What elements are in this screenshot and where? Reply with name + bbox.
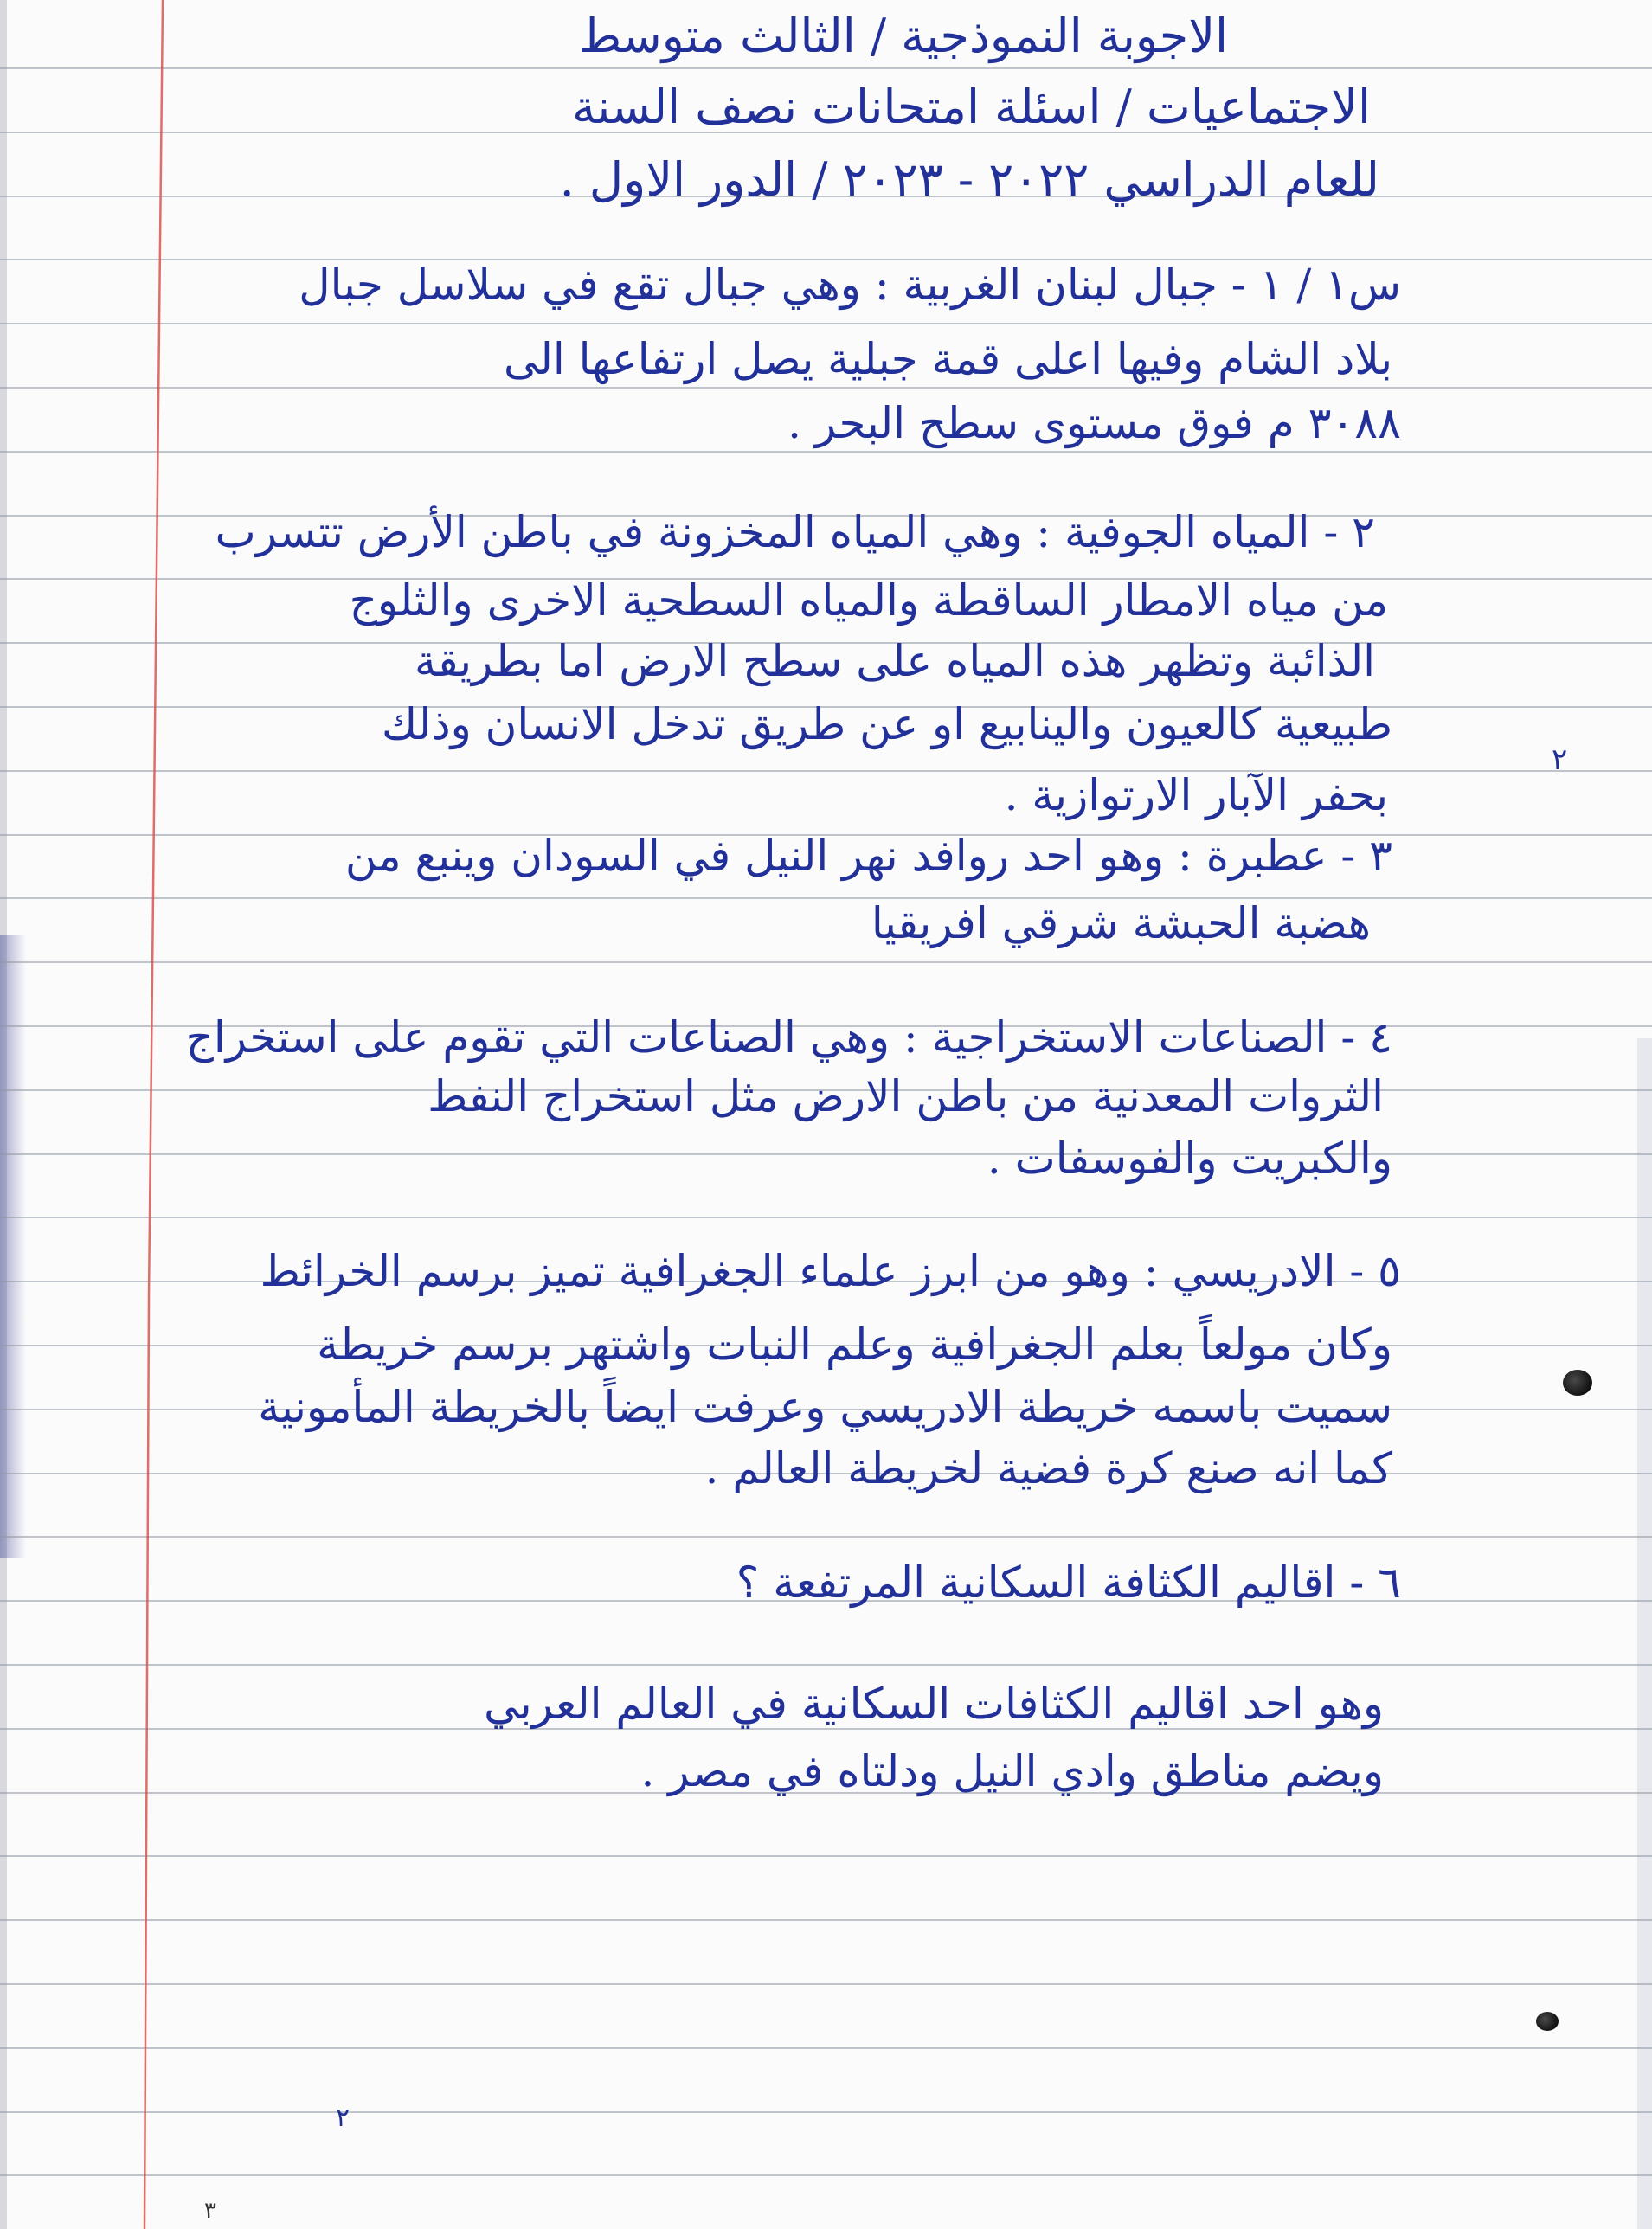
header-line-2: الاجتماعيات / اسئلة امتحانات نصف السنة xyxy=(572,80,1371,134)
answer-4-line-1: ٤ - الصناعات الاستخراجية : وهي الصناعات التي تقوم على استخراج xyxy=(185,1012,1392,1063)
answer-3-line-1: ٣ - عطبرة : وهو احد روافد نهر النيل في السودان وينبع من xyxy=(344,831,1392,881)
margin-mark: ٣ xyxy=(204,2198,216,2224)
answer-5-line-2: وكان مولعاً بعلم الجغرافية وعلم النبات واشتهر برسم خريطة xyxy=(317,1320,1392,1370)
answer-2-line-3: الذائبة وتظهر هذه المياه على سطح الارض اما بطريقة xyxy=(415,636,1375,686)
answer-2-line-1: ٢ - المياه الجوفية : وهي المياه المخزونة في باطن الأرض تتسرب xyxy=(215,507,1375,557)
answer-2-line-4: طبيعية كالعيون والينابيع او عن طريق تدخل الانسان وذلك xyxy=(382,699,1392,749)
answer-4-line-2: الثروات المعدنية من باطن الارض مثل استخراج النفط xyxy=(427,1071,1384,1121)
margin-mark: ٢ xyxy=(336,2103,350,2133)
answer-6-question: ٦ - اقاليم الكثافة السكانية المرتفعة ؟ xyxy=(736,1558,1401,1608)
answer-2-line-2: من مياه الامطار الساقطة والمياه السطحية الاخرى والثلوج xyxy=(349,575,1388,626)
answer-3-line-2: هضبة الحبشة شرقي افريقيا xyxy=(871,898,1371,948)
answer-6-line-2: ويضم مناطق وادي النيل ودلتاه في مصر . xyxy=(640,1746,1384,1796)
answer-5-line-1: ٥ - الادريسي : وهو من ابرز علماء الجغرافية تميز برسم الخرائط xyxy=(260,1246,1401,1296)
answer-1-line-1: س١ / ١ - جبال لبنان الغربية : وهي جبال تقع في سلاسل جبال xyxy=(299,260,1401,310)
answer-4-line-3: والكبريت والفوسفات . xyxy=(987,1134,1392,1184)
answer-1-line-2: بلاد الشام وفيها اعلى قمة جبلية يصل ارتفاعها الى xyxy=(503,334,1392,384)
margin-mark: ٢ xyxy=(1552,742,1568,777)
binder-hole xyxy=(1563,1370,1592,1396)
answer-1-line-3: ٣٠٨٨ م فوق مستوى سطح البحر . xyxy=(787,398,1401,448)
header-line-1: الاجوبة النموذجية / الثالث متوسط xyxy=(578,9,1228,63)
binder-hole xyxy=(1536,2012,1559,2031)
answer-2-line-5: بحفر الآبار الارتوازية . xyxy=(1004,770,1388,820)
answer-5-line-3: سميت باسمه خريطة الادريسي وعرفت ايضاً بالخريطة المأمونية xyxy=(258,1382,1392,1432)
answer-5-line-4: كما انه صنع كرة فضية لخريطة العالم . xyxy=(704,1443,1392,1493)
header-line-3: للعام الدراسي ٢٠٢٢ - ٢٠٢٣ / الدور الاول . xyxy=(559,152,1379,207)
answer-6-line-1: وهو احد اقاليم الكثافات السكانية في العالم العربي xyxy=(484,1679,1384,1729)
